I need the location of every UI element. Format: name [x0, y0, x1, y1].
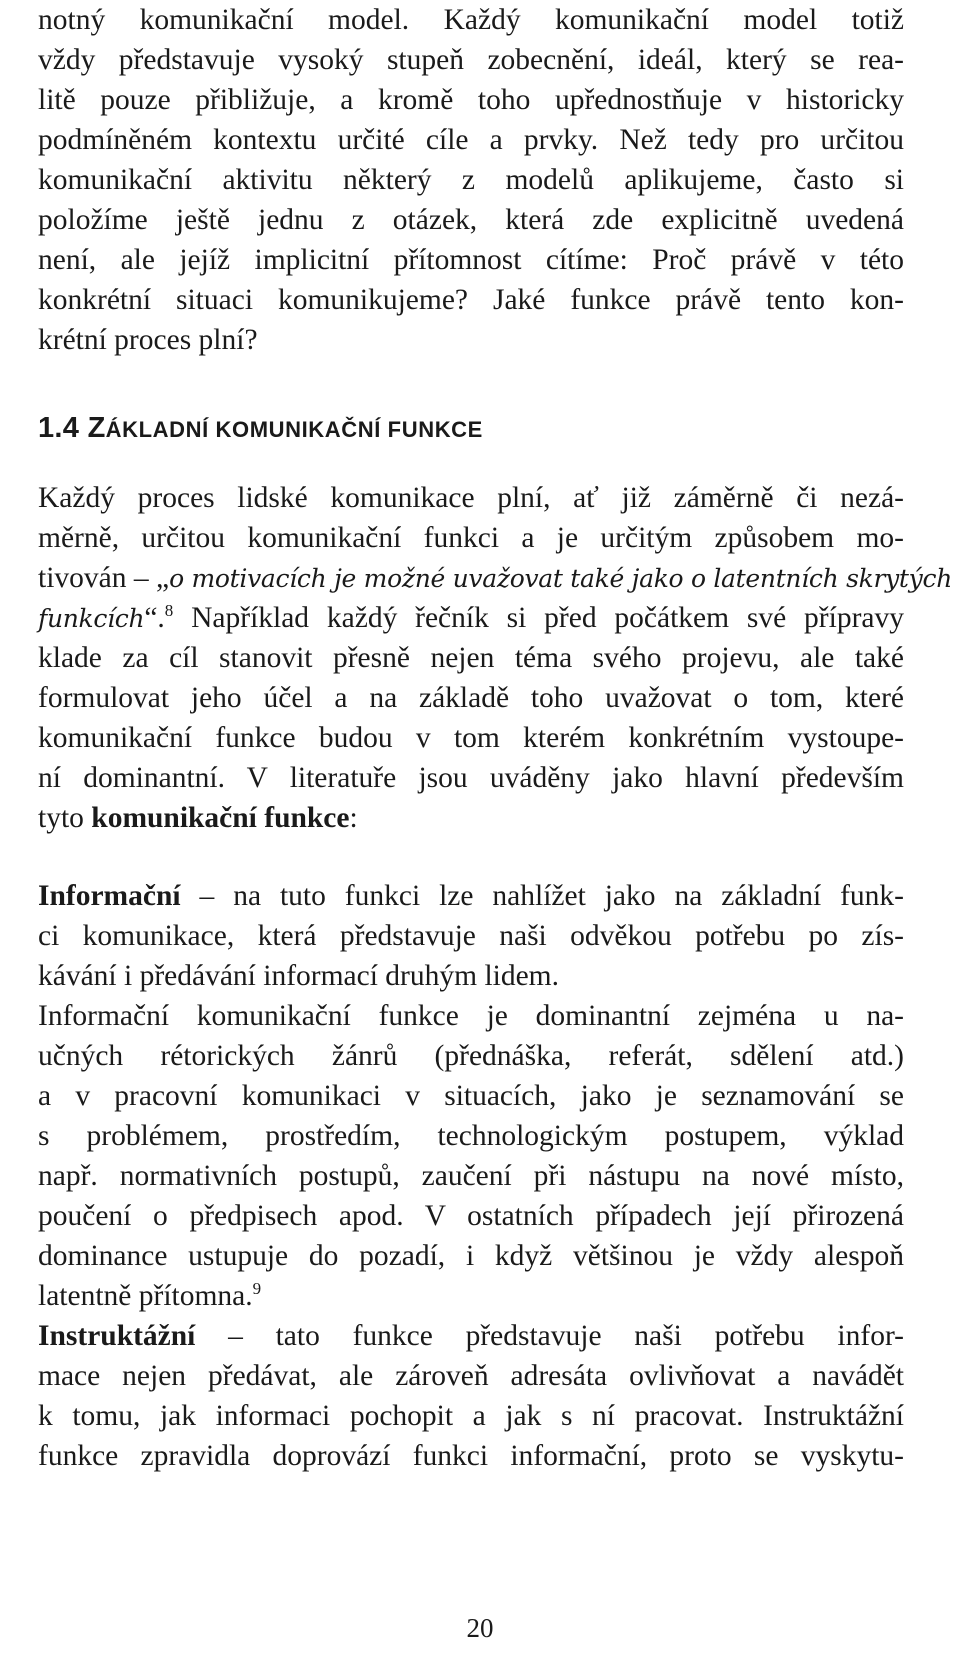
text-line: učných rétorických žánrů (přednáška, referát, sdělení atd.) [38, 1040, 904, 1072]
text-line [38, 798, 904, 838]
text-line [38, 558, 953, 598]
footnote-marker: 8 [164, 601, 174, 621]
bold-term: komunikační funkce [91, 802, 350, 834]
text-line: není, ale jejíž implicitní přítomnost cítíme: Proč právě v této [38, 244, 904, 276]
footnote-marker: 9 [252, 1279, 262, 1299]
text-line [38, 598, 904, 638]
text-line: položíme ještě jednu z otázek, která zde explicitně uvedená [38, 204, 904, 236]
text-line: poučení o předpisech apod. V ostatních případech její přirozená [38, 1200, 904, 1232]
text-line: mace nejen předávat, ale zároveň adresáta ovlivňovat a navádět [38, 1360, 904, 1392]
section-title-smallcaps: ÁKLADNÍ KOMUNIKAČNÍ FUNKCE [105, 417, 483, 442]
section-initial: Z [87, 412, 106, 444]
section-number: 1.4 [38, 412, 88, 444]
line-text: – tato funkce představuje naši potřebu infor- [195, 1320, 904, 1352]
text-line: klade za cíl stanovit přesně nejen téma svého projevu, ale také [38, 642, 904, 674]
text-line: komunikační funkce budou v tom kterém konkrétním vystoupe- [38, 722, 904, 754]
line-text: latentně přítomna. [38, 1280, 253, 1312]
line-text: : [349, 802, 358, 834]
spacer [38, 838, 904, 876]
text-line: Informační komunikační funkce je dominantní zejména u na- [38, 1000, 904, 1032]
text-line: k tomu, jak informaci pochopit a jak s ní pracovat. Instruktážní [38, 1400, 904, 1432]
intro-paragraph [38, 0, 904, 360]
line-text: tyto [38, 802, 92, 834]
informacni-paragraph [38, 876, 904, 1316]
quotation-italic: funkcích [38, 604, 145, 633]
page-body [38, 0, 953, 1476]
quotation-italic: o motivacích je možné uvažovat také jako o latentních skrytých [169, 564, 953, 593]
text-line: konkrétní situaci komunikujeme? Jaké funkce právě tento kon- [38, 284, 904, 316]
text-line: kávání i předávání informací druhým lidem. [38, 960, 560, 992]
page-number: 20 [466, 1613, 494, 1643]
text-line: ní dominantní. V literatuře jsou uváděny jako hlavní především [38, 762, 904, 794]
line-text: tivován – „ [38, 562, 170, 594]
text-line: notný komunikační model. Každý komunikační model totiž [38, 4, 904, 36]
section-paragraph [38, 478, 953, 838]
text-line: funkce zpravidla doprovází funkci informační, proto se vyskytu- [38, 1440, 904, 1472]
text-line [38, 876, 904, 916]
line-text: – na tuto funkci lze nahlížet jako na základní funk- [180, 880, 904, 912]
text-line [38, 1316, 904, 1356]
text-line: formulovat jeho účel a na základě toho uvažovat o tom, které [38, 682, 904, 714]
text-line: litě pouze přibližuje, a kromě toho upřednostňuje v historicky [38, 84, 904, 116]
text-line: s problémem, prostředím, technologickým postupem, výklad [38, 1120, 904, 1152]
text-line: např. normativních postupů, zaučení při nástupu na nové místo, [38, 1160, 904, 1192]
text-line: ci komunikace, která představuje naši odvěkou potřebu po zís- [38, 920, 904, 952]
instruktazni-paragraph [38, 1316, 904, 1476]
bold-term: Informační [38, 880, 181, 912]
line-text: Například každý řečník si před počátkem své přípravy [173, 602, 904, 634]
quote-close: “. [144, 602, 165, 634]
text-line: vždy představuje vysoký stupeň zobecnění, ideál, který se rea- [38, 44, 904, 76]
text-line: krétní proces plní? [38, 324, 258, 356]
text-line: a v pracovní komunikaci v situacích, jako je seznamování se [38, 1080, 904, 1112]
text-line: měrně, určitou komunikační funkci a je určitým způsobem mo- [38, 522, 904, 554]
text-line: podmíněném kontextu určité cíle a prvky. Než tedy pro určitou [38, 124, 904, 156]
text-line: komunikační aktivitu některý z modelů aplikujeme, často si [38, 164, 904, 196]
bold-term: Instruktážní [38, 1320, 196, 1352]
section-heading [38, 408, 904, 448]
text-line [38, 1276, 904, 1316]
text-line: dominance ustupuje do pozadí, i když většinou je vždy alespoň [38, 1240, 904, 1272]
text-line: Každý proces lidské komunikace plní, ať již záměrně či nezá- [38, 482, 904, 514]
